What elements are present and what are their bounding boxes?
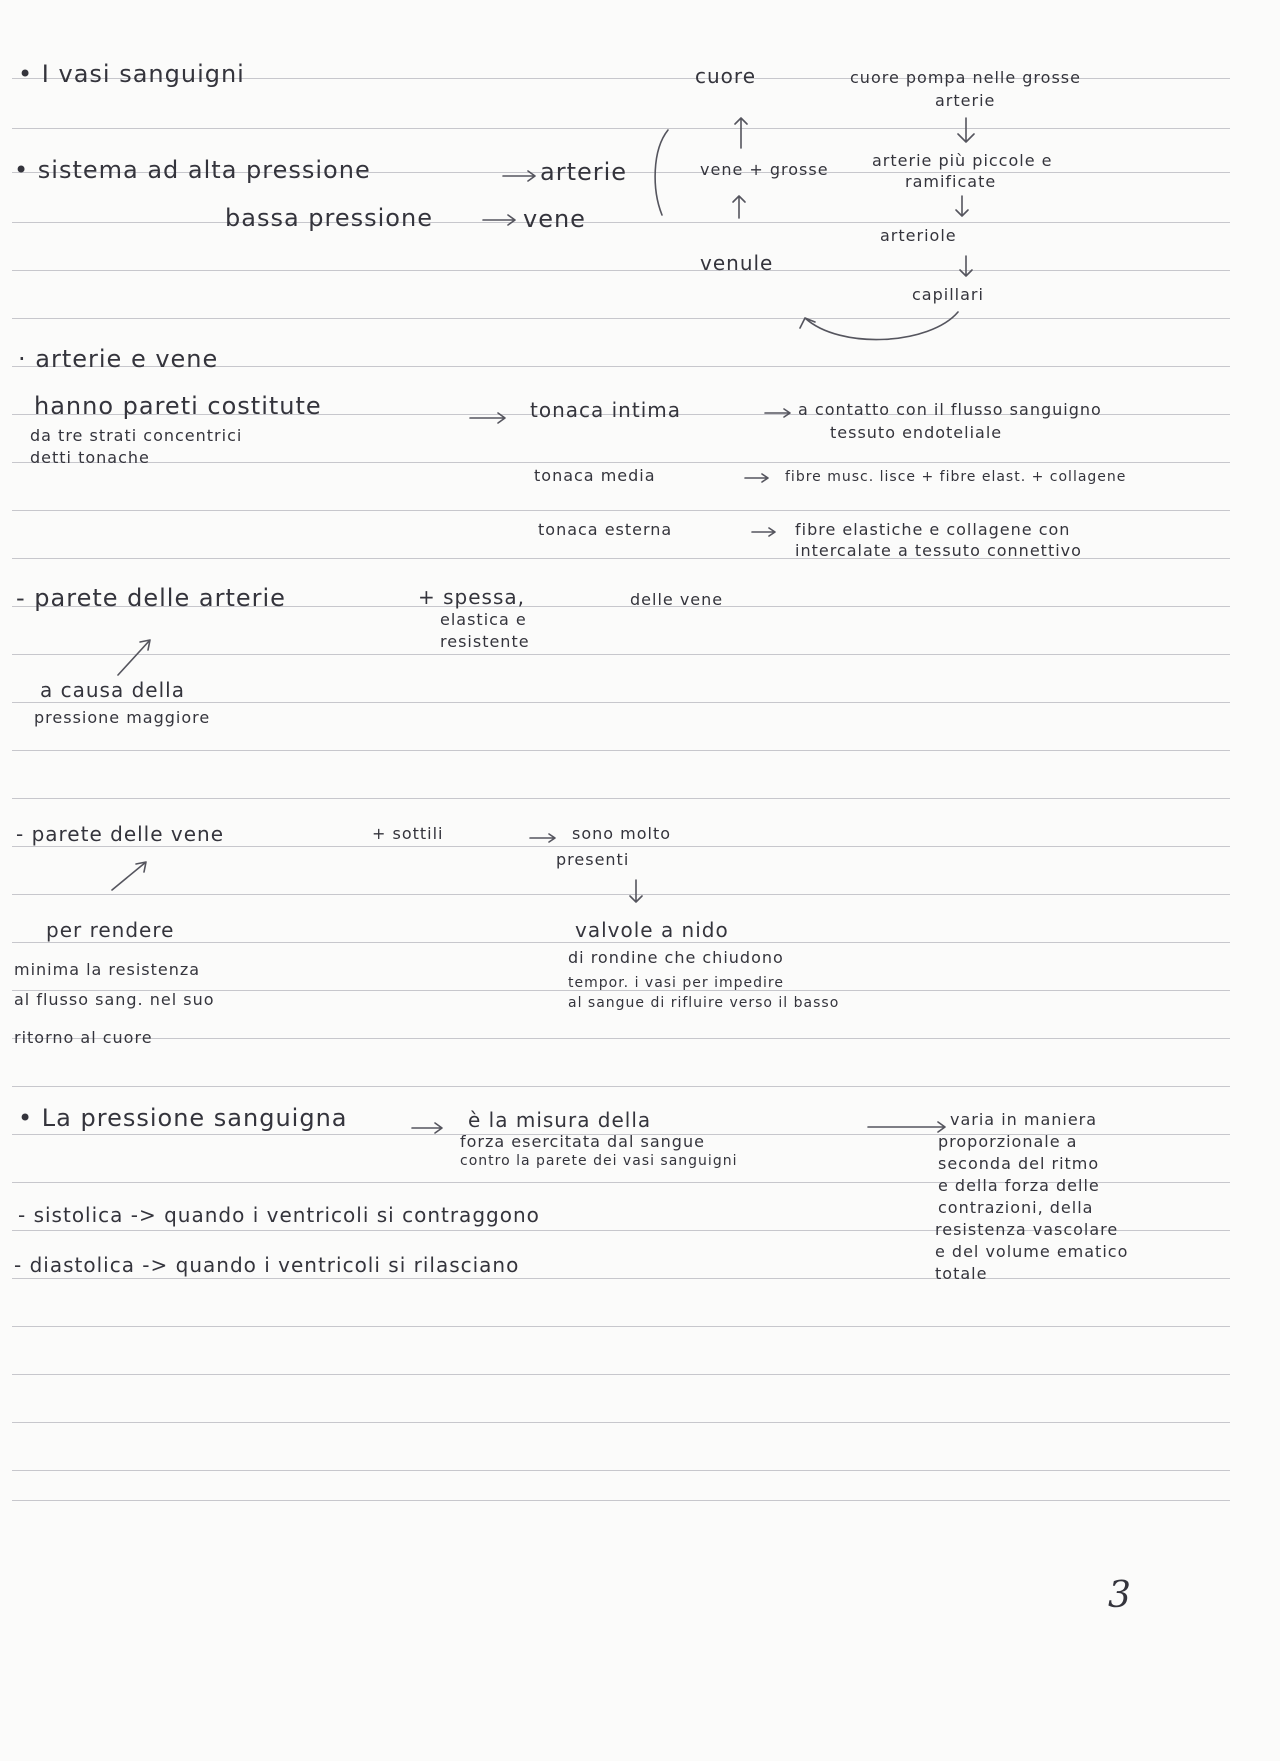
varia-line8: totale [935,1264,988,1283]
arrow-right-icon [745,474,768,482]
delle-vene-compare: delle vene [630,590,724,609]
sistolica-line: - sistolica -> quando i ventricoli si contraggono [18,1203,540,1227]
misura-line1: è la misura della [468,1108,652,1132]
parete-vene: - parete delle vene [16,822,225,846]
arterie-piccole-line1: arterie più piccole e [872,151,1053,170]
venule-label: venule [700,251,774,275]
arrow-down-icon [958,118,974,142]
esterna-desc-line1: fibre elastiche e collagene con [795,520,1071,539]
tonaca-intima: tonaca intima [530,398,681,422]
arrow-right-icon [412,1123,442,1133]
rule-line [12,1326,1230,1327]
rule-line [12,462,1230,463]
pareti-line1: hanno pareti costitute [34,392,322,420]
arterie-label: arterie [540,158,628,186]
varia-line1: varia in maniera [950,1110,1098,1129]
rule-line [12,1470,1230,1471]
cuore-pompa-line1: cuore pompa nelle grosse [850,68,1081,87]
arrow-down-icon [956,196,968,216]
varia-line4: e della forza delle [938,1176,1100,1195]
causa-line1: a causa della [40,678,185,702]
rule-line [12,798,1230,799]
misura-line2: forza esercitata dal sangue [460,1132,705,1151]
misura-line3: contro la parete dei vasi sanguigni [460,1153,738,1169]
tonaca-media: tonaca media [534,466,656,485]
cuore-pompa-line2: arterie [935,91,996,110]
varia-line6: resistenza vascolare [935,1220,1119,1239]
vene-grosse-label: vene + grosse [700,160,829,179]
arrow-diag-icon [118,640,150,675]
rendere-line4: ritorno al cuore [14,1028,153,1047]
valvole-line4: al sangue di rifluire verso il basso [568,995,840,1011]
arrow-right-icon [483,215,515,225]
arrow-right-icon [765,409,790,417]
rule-line [12,894,1230,895]
rule-line [12,1086,1230,1087]
sistema-alta-pressione: • sistema ad alta pressione [14,156,371,184]
rule-line [12,1278,1230,1279]
arteriole-label: arteriole [880,226,957,245]
arrow-down-icon [630,880,642,902]
arrow-diag-icon [112,862,146,890]
heading-arterie-vene: · arterie e vene [18,345,219,373]
rule-line [12,1422,1230,1423]
rule-line [12,1038,1230,1039]
heading-pressione-sanguigna: • La pressione sanguigna [18,1104,348,1132]
bassa-pressione: bassa pressione [225,204,433,232]
diastolica-line: - diastolica -> quando i ventricoli si rilasciano [14,1253,520,1277]
sono-presenti-line1: sono molto [572,824,672,843]
parete-arterie: - parete delle arterie [16,584,286,612]
varia-line3: seconda del ritmo [938,1154,1100,1173]
rendere-line1: per rendere [46,918,175,942]
capillari-label: capillari [912,285,984,304]
sono-presenti-line2: presenti [556,850,630,869]
rendere-line3: al flusso sang. nel suo [14,990,215,1009]
vene-label: vene [523,205,586,233]
pareti-line2: da tre strati concentrici [30,426,243,445]
rule-line [12,1500,1230,1501]
heading-vasi-sanguigni: • I vasi sanguigni [18,60,245,88]
rendere-line2: minima la resistenza [14,960,201,979]
arterie-piccole-line2: ramificate [905,172,997,191]
rule-line [12,1374,1230,1375]
curved-arrow-icon [800,312,958,340]
rule-line [12,318,1230,319]
media-desc: fibre musc. lisce + fibre elast. + collagene [785,469,1127,485]
causa-line2: pressione maggiore [34,708,211,727]
page-number: 3 [1108,1575,1132,1616]
arrow-down-icon [960,256,972,276]
pareti-line3: detti tonache [30,448,150,467]
valvole-line1: valvole a nido [575,918,729,942]
intima-desc-line2: tessuto endoteliale [830,423,1003,442]
arrow-up-icon [735,118,747,148]
rule-line [12,510,1230,511]
spessa-line3: resistente [440,632,530,651]
sottili-label: + sottili [372,824,444,843]
varia-line2: proporzionale a [938,1132,1078,1151]
arrow-right-icon [752,528,775,536]
spessa-line1: + spessa, [418,585,525,609]
rule-line [12,222,1230,223]
arrow-right-icon [530,834,555,842]
varia-line5: contrazioni, della [938,1198,1094,1217]
spessa-line2: elastica e [440,610,527,629]
tonaca-esterna: tonaca esterna [538,520,673,539]
arrow-right-icon [868,1122,945,1132]
rule-line [12,702,1230,703]
rule-line [12,942,1230,943]
rule-line [12,654,1230,655]
intima-desc-line1: a contatto con il flusso sanguigno [798,400,1102,419]
cuore-label: cuore [695,64,756,88]
rule-line [12,750,1230,751]
rule-line [12,846,1230,847]
rule-line [12,270,1230,271]
rule-line [12,128,1230,129]
arrow-up-icon [733,196,745,218]
valvole-line3: tempor. i vasi per impedire [568,975,784,991]
valvole-line2: di rondine che chiudono [568,948,784,967]
varia-line7: e del volume ematico [935,1242,1129,1261]
esterna-desc-line2: intercalate a tessuto connettivo [795,541,1082,560]
